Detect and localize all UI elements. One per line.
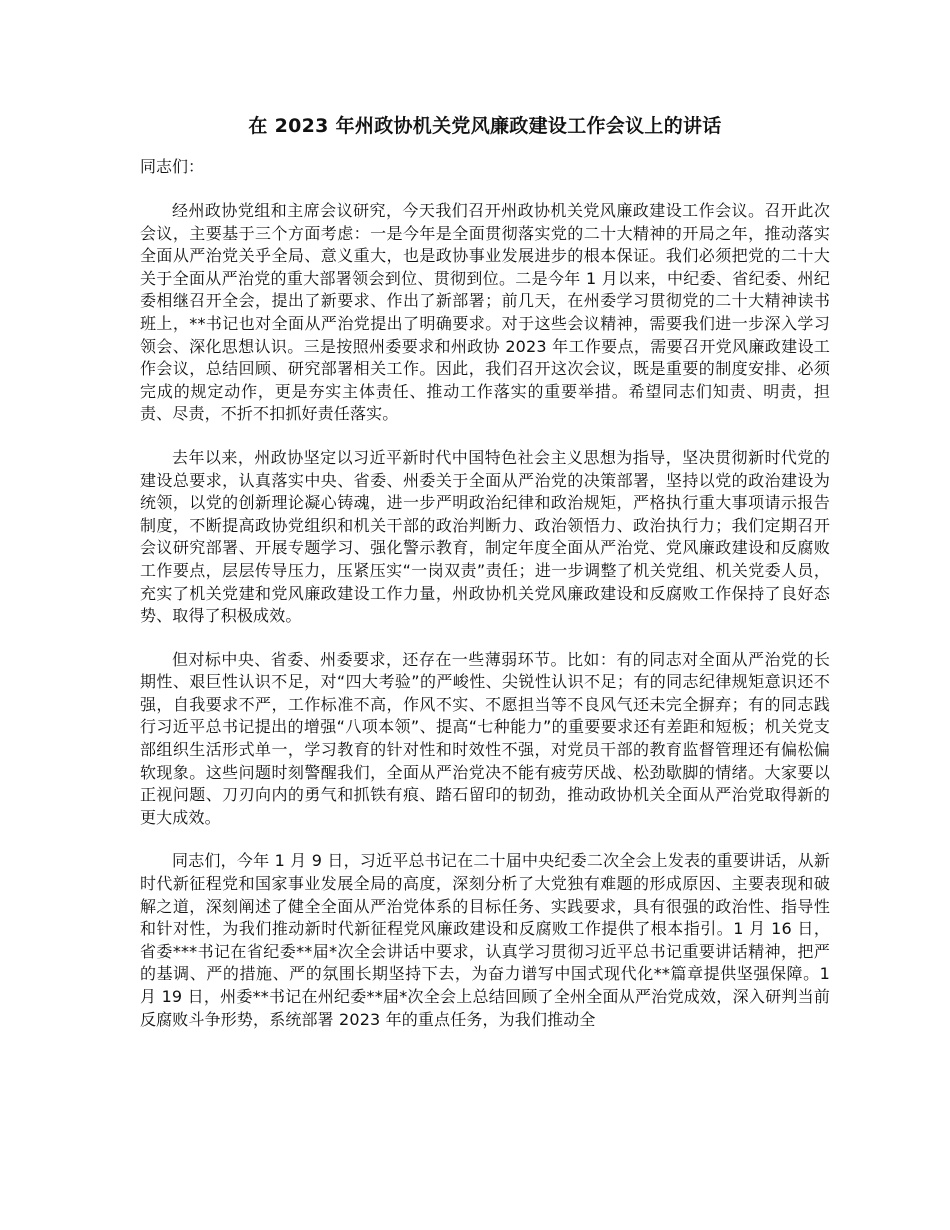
paragraph-3: 但对标中央、省委、州委要求，还存在一些薄弱环节。比如：有的同志对全面从严治党的长期性、艰巨性认识不足，对“四大考验”的严峻性、尖锐性认识不足；有的同志纪律规矩意识还不强，自我要求不严，工作标准不高，作风不实、不愿担当等不良风气还未完全摒弃；有的同志践行习近平总书记提出的增强“八项本领”、提高“七种能力”的重要要求还有差距和短板；机关党支部组织生活形式单一，学习教育的针对性和时效性不强，对党员干部的教育监督管理还有偏松偏软现象。这些问题时刻警醒我们，全面从严治党决不能有疲劳厌战、松劲歇脚的情绪。大家要以正视问题、刀刃向内的勇气和抓铁有痕、踏石留印的韧劲，推动政协机关全面从严治党取得新的更大成效。 <box>140 649 830 827</box>
paragraph-4: 同志们，今年 1 月 9 日，习近平总书记在二十届中央纪委二次全会上发表的重要讲话，从新时代新征程党和国家事业发展全局的高度，深刻分析了大党独有难题的形成原因、主要表现和破解之道，深刻阐述了健全全面从严治党体系的目标任务、实践要求，具有很强的政治性、指导性和针对性，为我们推动新时代新征程党风廉政建设和反腐败工作提供了根本指引。1 月 16 日，省委***书记在省纪委**届*次全会讲话中要求，认真学习贯彻习近平总书记重要讲话精神，把严的基调、严的措施、严的氛围长期坚持下去，为奋力谱写中国式现代化**篇章提供坚强保障。1 月 19 日，州委**书记在州纪委**届*次全会上总结回顾了全州全面从严治党成效，深入研判当前反腐败斗争形势，系统部署 2023 年的重点任务，为我们推动全 <box>140 851 830 1029</box>
document-page <box>140 112 830 1052</box>
paragraph-2: 去年以来，州政协坚定以习近平新时代中国特色社会主义思想为指导，坚决贯彻新时代党的建设总要求，认真落实中央、省委、州委关于全面从严治党的决策部署，坚持以党的政治建设为统领，以党的创新理论凝心铸魂，进一步严明政治纪律和政治规矩，严格执行重大事项请示报告制度，不断提高政协党组织和机关干部的政治判断力、政治领悟力、政治执行力；我们定期召开会议研究部署、开展专题学习、强化警示教育，制定年度全面从严治党、党风廉政建设和反腐败工作要点，层层传导压力，压紧压实“一岗双责”责任；进一步调整了机关党组、机关党委人员，充实了机关党建和党风廉政建设工作力量，州政协机关党风廉政建设和反腐败工作保持了良好态势、取得了积极成效。 <box>140 447 830 626</box>
document-title: 在 2023 年州政协机关党风廉政建设工作会议上的讲话 <box>248 115 722 137</box>
paragraph-1: 经州政协党组和主席会议研究，今天我们召开州政协机关党风廉政建设工作会议。召开此次会议，主要基于三个方面考虑：一是今年是全面贯彻落实党的二十大精神的开局之年，推动落实全面从严治党关乎全局、意义重大，也是政协事业发展进步的根本保证。我们必须把党的二十大关于全面从严治党的重大部署领会到位、贯彻到位。二是今年 1 月以来，中纪委、省纪委、州纪委相继召开全会，提出了新要求、作出了新部署；前几天，在州委学习贯彻党的二十大精神读书班上，**书记也对全面从严治党提出了明确要求。对于这些会议精神，需要我们进一步深入学习领会、深化思想认识。三是按照州委要求和州政协 2023 年工作要点，需要召开党风廉政建设工作会议，总结回顾、研究部署相关工作。因此，我们召开这次会议，既是重要的制度安排、必须完成的规定动作，更是夯实主体责任、推动工作落实的重要举措。希望同志们知责、明责，担责、尽责，不折不扣抓好责任落实。 <box>140 201 830 424</box>
salutation: 同志们： <box>140 157 205 176</box>
